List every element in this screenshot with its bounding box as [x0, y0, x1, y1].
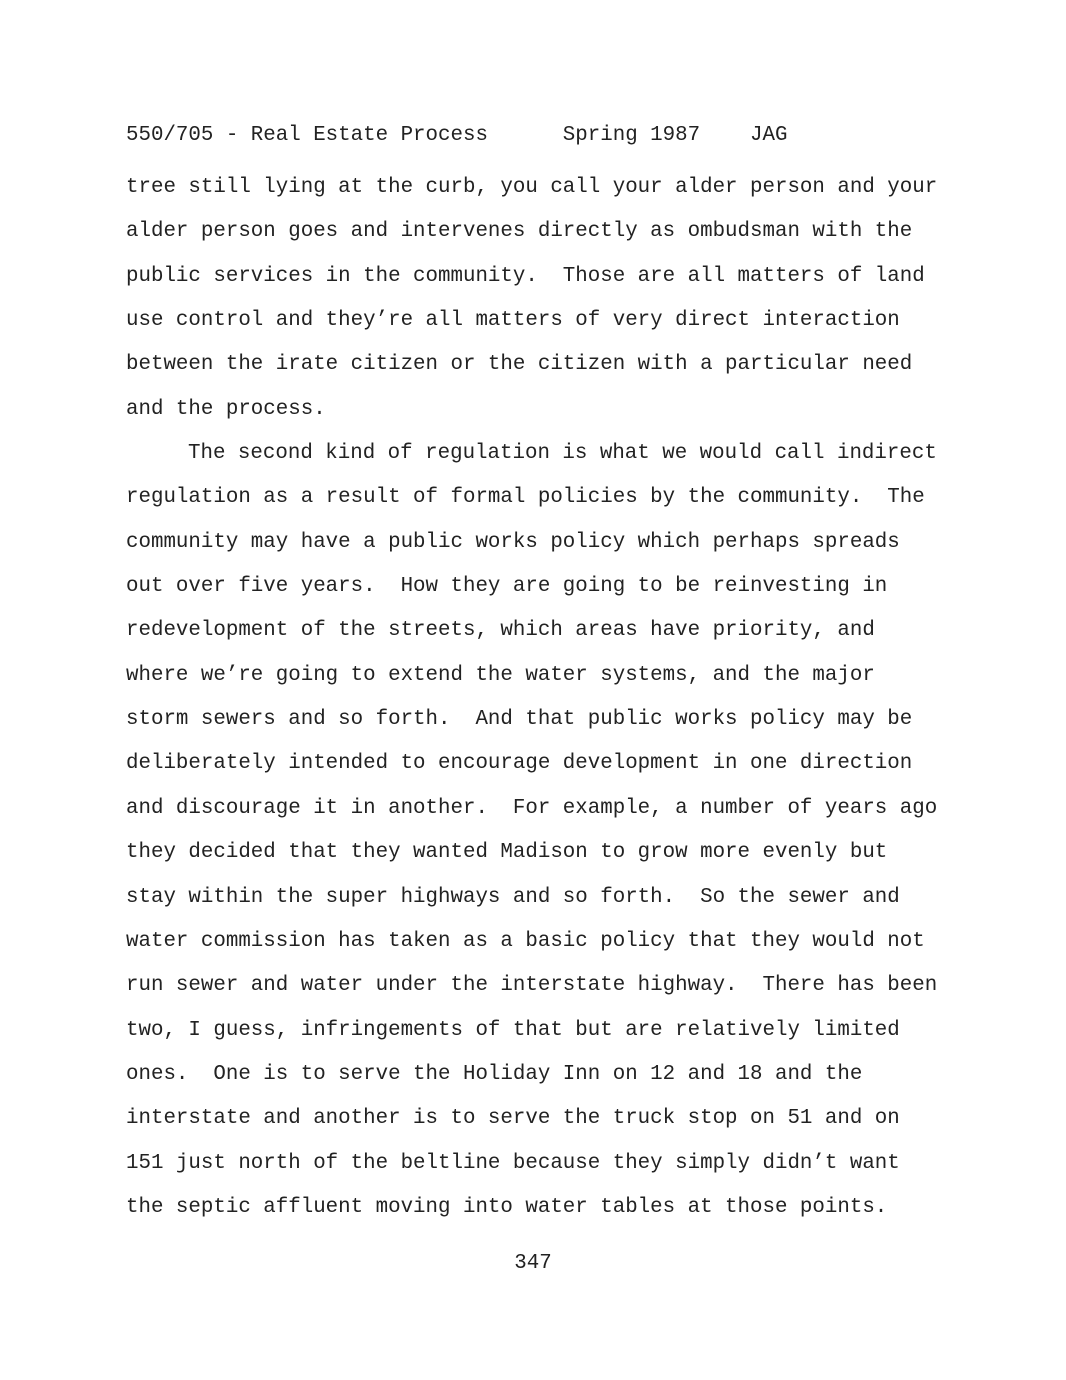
text-line: storm sewers and so forth. And that public works policy may be	[126, 708, 913, 732]
text-line: stay within the super highways and so forth. So the sewer and	[126, 885, 900, 909]
paragraph-first-line: The second kind of regulation is what we would call indirect	[188, 442, 937, 466]
text-line: alder person goes and intervenes directly as ombudsman with the	[126, 220, 913, 244]
body-text	[126, 166, 956, 1230]
page-number: 347	[514, 1252, 552, 1275]
text-line: tree still lying at the curb, you call your alder person and your	[126, 176, 938, 199]
text-line: and discourage it in another. For example, a number of years ago	[126, 796, 938, 820]
text-line: the septic affluent moving into water tables at those points.	[126, 1195, 888, 1219]
text-line: regulation as a result of formal policies by the community. The	[126, 486, 925, 510]
text-line: redevelopment of the streets, which areas have priority, and	[126, 619, 875, 643]
page-header: 550/705 - Real Estate Process Spring 1987 JAG	[126, 124, 788, 147]
text-line: use control and they’re all matters of very direct interaction	[126, 309, 900, 333]
text-line: community may have a public works policy which perhaps spreads	[126, 530, 900, 554]
text-line: 151 just north of the beltline because they simply didn’t want	[126, 1151, 900, 1175]
text-line: ones. One is to serve the Holiday Inn on 12 and 18 and the	[126, 1062, 863, 1086]
text-line: two, I guess, infringements of that but are relatively limited	[126, 1018, 900, 1042]
text-line: they decided that they wanted Madison to grow more evenly but	[126, 841, 888, 865]
text-line: and the process.	[126, 397, 326, 421]
text-line: interstate and another is to serve the truck stop on 51 and on	[126, 1107, 900, 1131]
text-line: water commission has taken as a basic policy that they would not	[126, 929, 925, 953]
text-line: where we’re going to extend the water systems, and the major	[126, 663, 875, 687]
text-line: public services in the community. Those are all matters of land	[126, 264, 925, 288]
text-line: out over five years. How they are going to be reinvesting in	[126, 575, 888, 599]
text-line: deliberately intended to encourage development in one direction	[126, 752, 913, 776]
text-line: between the irate citizen or the citizen with a particular need	[126, 353, 913, 377]
text-line: run sewer and water under the interstate highway. There has been	[126, 974, 938, 998]
